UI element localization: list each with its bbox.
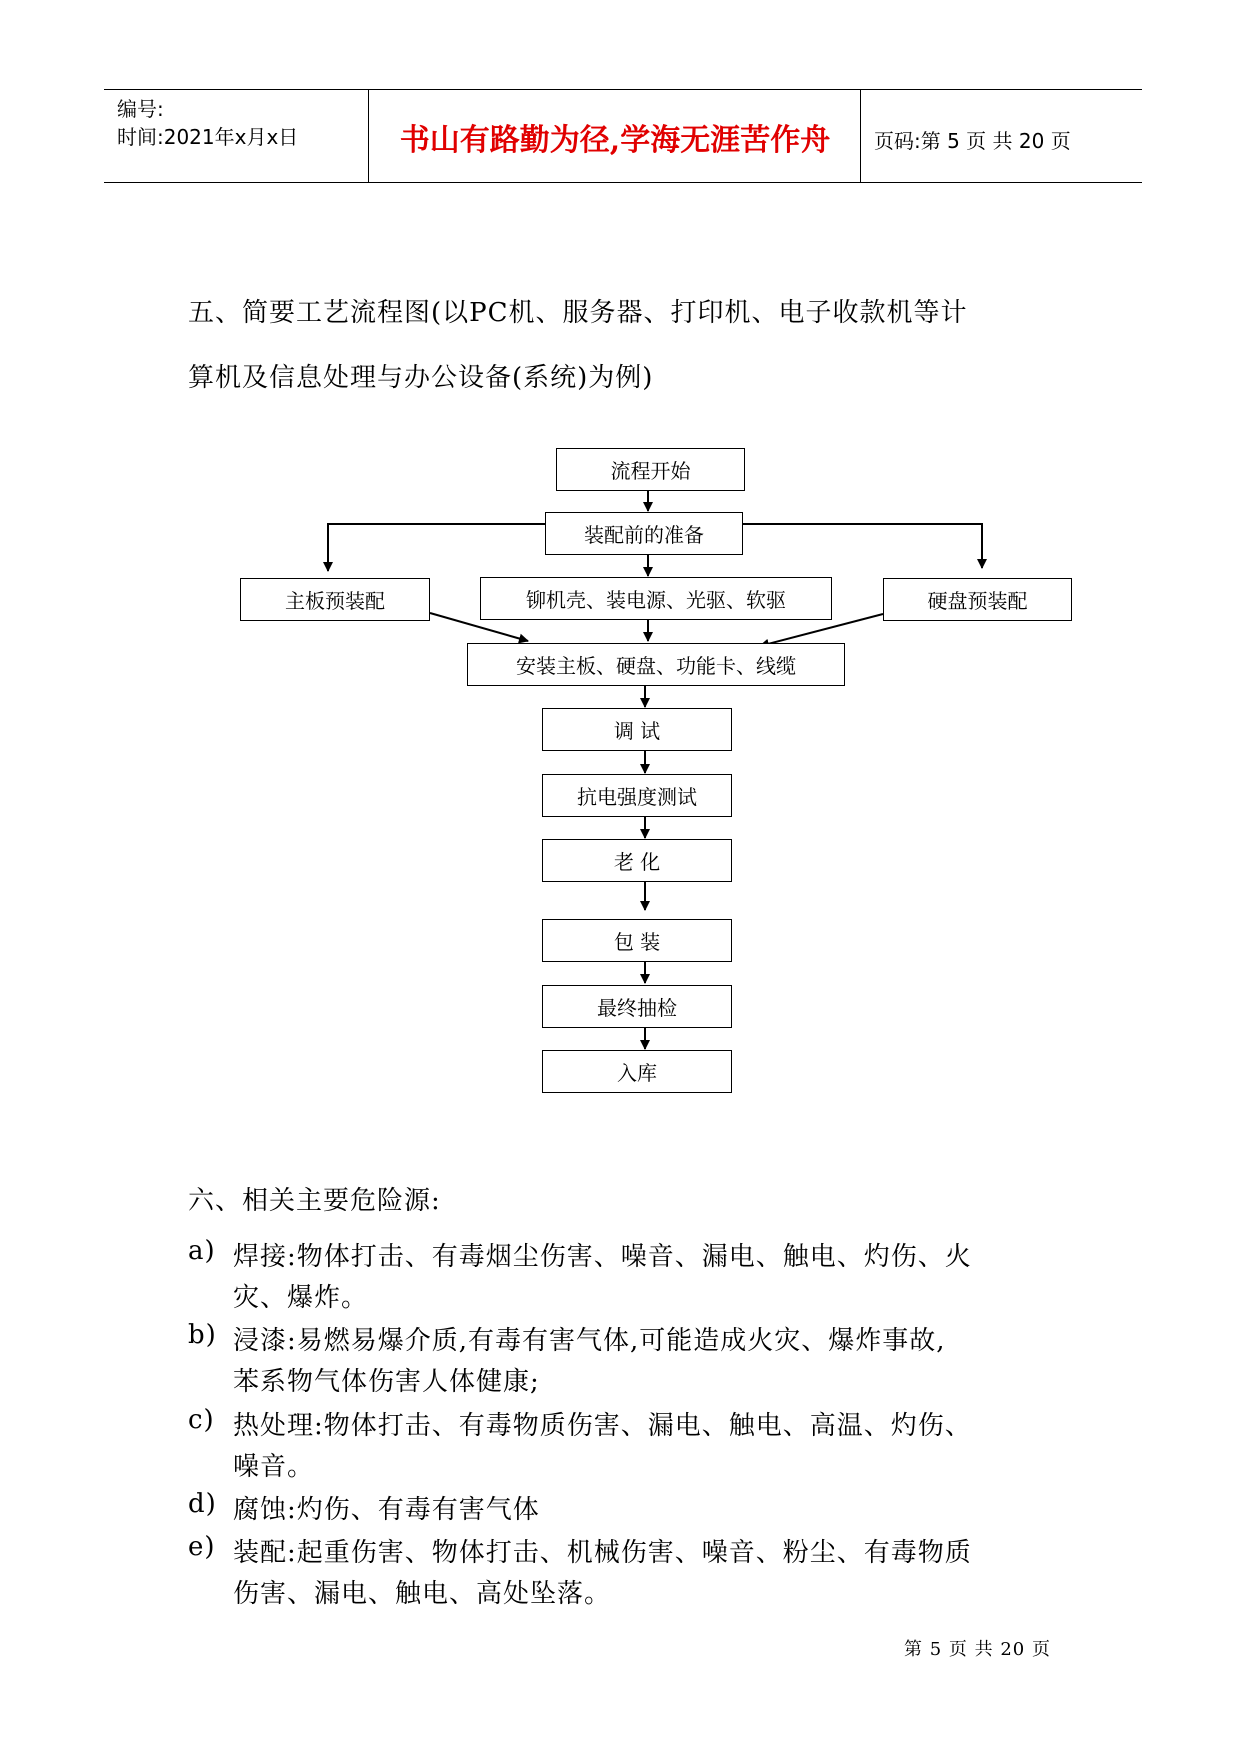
flow-step-prep: 装配前的准备 bbox=[545, 512, 743, 555]
hazard-item-label: d) bbox=[188, 1489, 217, 1519]
hazard-item-text: 装配:起重伤害、物体打击、机械伤害、噪音、粉尘、有毒物质 bbox=[233, 1538, 972, 1568]
hazard-item-text-cont: 伤害、漏电、触电、高处坠落。 bbox=[233, 1579, 612, 1609]
section5-heading-line1: 五、简要工艺流程图(以PC机、服务器、打印机、电子收款机等计 bbox=[188, 298, 968, 328]
flow-step-hipot-test: 抗电强度测试 bbox=[542, 774, 732, 817]
hazard-item-text: 浸漆:易燃易爆介质,有毒有害气体,可能造成火灾、爆炸事故, bbox=[233, 1326, 946, 1356]
flow-step-start: 流程开始 bbox=[556, 448, 745, 491]
flow-step-hdd-preassembly: 硬盘预装配 bbox=[883, 578, 1072, 621]
hazard-item-text-cont: 苯系物气体伤害人体健康; bbox=[233, 1367, 540, 1397]
document-number-label: 编号: bbox=[117, 97, 164, 121]
flow-step-debug: 调 试 bbox=[542, 708, 732, 751]
arrow-prep-to-mainboard bbox=[328, 524, 545, 571]
flow-step-storage: 入库 bbox=[542, 1050, 732, 1093]
hazard-item-label: b) bbox=[188, 1320, 217, 1350]
hazard-item-text: 热处理:物体打击、有毒物质伤害、漏电、触电、高温、灼伤、 bbox=[233, 1411, 972, 1441]
hazard-item-text: 焊接:物体打击、有毒烟尘伤害、噪音、漏电、触电、灼伤、火 bbox=[233, 1242, 972, 1272]
flow-step-install-components: 安装主板、硬盘、功能卡、线缆 bbox=[467, 643, 845, 686]
page-footer: 第 5 页 共 20 页 bbox=[904, 1639, 1051, 1660]
hazard-item-text-cont: 噪音。 bbox=[233, 1452, 315, 1482]
hazard-item-text-cont: 灾、爆炸。 bbox=[233, 1283, 369, 1313]
section6-heading: 六、相关主要危险源: bbox=[188, 1186, 441, 1216]
hazard-item-label: c) bbox=[188, 1405, 215, 1435]
flow-step-packing: 包 装 bbox=[542, 919, 732, 962]
hazard-item-label: a) bbox=[188, 1236, 216, 1266]
hazard-item-text: 腐蚀:灼伤、有毒有害气体 bbox=[233, 1495, 540, 1525]
flow-step-chassis-assembly: 铆机壳、装电源、光驱、软驱 bbox=[480, 577, 832, 620]
arrow-prep-to-hdd bbox=[743, 524, 982, 568]
section5-heading-line2: 算机及信息处理与办公设备(系统)为例) bbox=[188, 363, 654, 393]
flow-step-mainboard-preassembly: 主板预装配 bbox=[240, 578, 430, 621]
flow-step-aging: 老 化 bbox=[542, 839, 732, 882]
hazard-item-label: e) bbox=[188, 1532, 216, 1562]
header-page-label: 页码:第 5 页 共 20 页 bbox=[874, 129, 1071, 153]
document-time-label: 时间:2021年x月x日 bbox=[117, 125, 299, 149]
flow-step-final-check: 最终抽检 bbox=[542, 985, 732, 1028]
header-motto: 书山有路勤为径,学海无涯苦作舟 bbox=[399, 123, 831, 158]
